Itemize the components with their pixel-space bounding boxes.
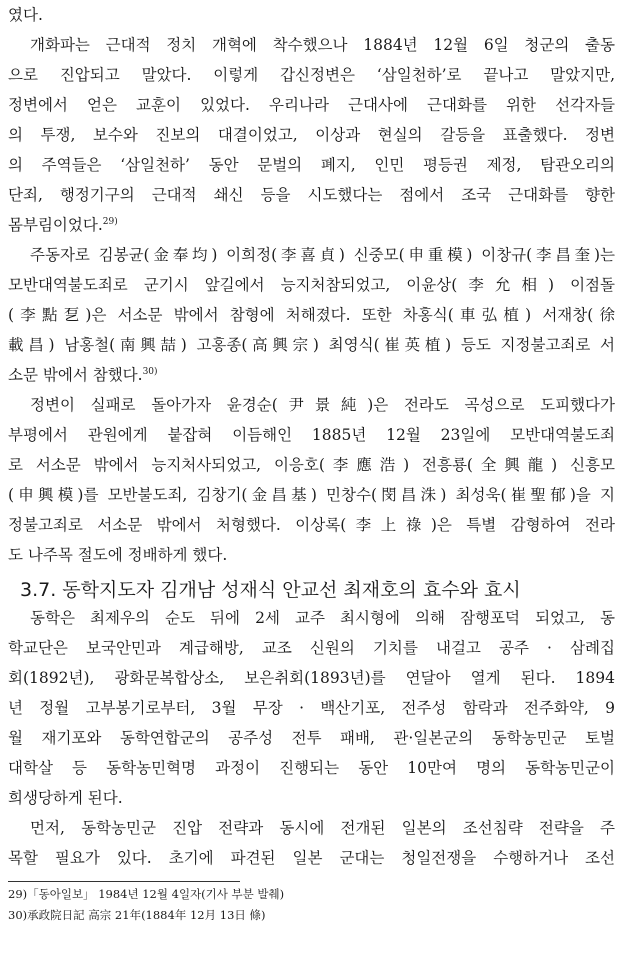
text-line: 개화파는 근대적 정치 개혁에 착수했으나 1884년 12월 6일 청군의 출동 bbox=[30, 36, 615, 54]
footnote-ref[interactable]: 29) bbox=[102, 216, 118, 227]
text-line: 도 나주목 절도에 정배하게 했다. bbox=[8, 546, 228, 564]
text-line: 소문 밖에서 참했다.$^{30)}$ bbox=[8, 366, 158, 384]
text-line: 단죄, 행정기구의 근대적 쇄신 등을 시도했다는 점에서 조국 근대화를 향한 bbox=[8, 186, 615, 204]
text-line: 정불고죄로 서소문 밖에서 처형했다. 이상록(李上祿)은 특별 감형하여 전라 bbox=[8, 516, 615, 534]
text-line: 정변이 실패로 돌아가자 윤경순(尹景純)은 전라도 곡성으로 도피했다가 bbox=[30, 396, 615, 414]
text-line: 의 투쟁, 보수와 진보의 대결이었고, 이상과 현실의 갈등을 표출했다. 정변 bbox=[8, 126, 615, 144]
text-line: 載昌) 남홍철(南興喆) 고홍종(高興宗) 최영식(崔英植) 등도 지정불고죄로 서 bbox=[8, 336, 615, 354]
text-line: 먼저, 동학농민군 진압 전략과 동시에 전개된 일본의 조선침략 전략을 주 bbox=[30, 819, 615, 837]
text-line: 희생당하게 된다. bbox=[8, 789, 123, 807]
footnote-ref[interactable]: 30) bbox=[142, 366, 158, 377]
text-line: (李點乭)은 서소문 밖에서 참형에 처해졌다. 또한 차홍식(車弘植) 서재창(徐 bbox=[8, 306, 615, 324]
section-heading: 3.7. 동학지도자 김개남 성재식 안교선 최재호의 효수와 효시 bbox=[20, 578, 521, 601]
text-line: 의 주역들은 ‘삼일천하’ 동안 문벌의 폐지, 인민 평등권 제정, 탐관오리의 bbox=[8, 156, 615, 174]
text-line: 목할 필요가 있다. 초기에 파견된 일본 군대는 청일전쟁을 수행하거나 조선 bbox=[8, 849, 615, 867]
text-line: 년 정월 고부봉기로부터, 3월 무장 · 백산기포, 전주성 함락과 전주화약, 9 bbox=[8, 699, 615, 717]
text-line: 으로 진압되고 말았다. 이렇게 갑신정변은 ‘삼일천하’로 끝나고 말았지만, bbox=[8, 66, 615, 84]
text-line: 정변에서 얻은 교훈이 있었다. 우리나라 근대사에 근대화를 위한 선각자들 bbox=[8, 96, 615, 114]
text-line: 동학은 최제우의 순도 뒤에 2세 교주 최시형에 의해 잠행포덕 되었고, 동 bbox=[30, 609, 615, 627]
text-line: 모반대역불도죄로 군기시 앞길에서 능지처참되었고, 이윤상(李允相) 이점돌 bbox=[8, 276, 615, 294]
text-line: 로 서소문 밖에서 능지처사되었고, 이응호(李應浩) 전흥룡(全興龍) 신흥모 bbox=[8, 456, 615, 474]
footnote-divider bbox=[8, 881, 240, 882]
text-line: 였다. bbox=[8, 6, 43, 24]
text-line: 회(1892년), 광화문복합상소, 보은취회(1893년)를 연달아 열게 된다. 1894 bbox=[8, 669, 615, 687]
text-line: 학교단은 보국안민과 계급해방, 교조 신원의 기치를 내걸고 공주 · 삼례집 bbox=[8, 639, 615, 657]
footnote-item: 30)承政院日記 高宗 21年(1884年 12月 13日 條) bbox=[8, 908, 266, 922]
text-line: 대학살 등 동학농민혁명 과정이 진행되는 동안 10만여 명의 동학농민군이 bbox=[8, 759, 615, 777]
footnote-item: 29)「동아일보」 1984년 12월 4일자(기사 부분 발췌) bbox=[8, 887, 285, 901]
text-line: 월 재기포와 동학연합군의 공주성 전투 패배, 관·일본군의 동학농민군 토벌 bbox=[8, 729, 615, 747]
text-line: 몸부림이었다.$^{29)}$ bbox=[8, 216, 118, 234]
text-line: (申興模)를 모반불도죄, 김창기(金昌基) 민창수(閔昌洙) 최성욱(崔聖郁)을 지 bbox=[8, 486, 615, 504]
text-line: 부평에서 관원에게 붙잡혀 이듬해인 1885년 12월 23일에 모반대역불도죄 bbox=[8, 426, 615, 444]
text-line: 주동자로 김봉균(金奉均) 이희정(李喜貞) 신중모(申重模) 이창규(李昌奎)는 bbox=[30, 246, 615, 264]
